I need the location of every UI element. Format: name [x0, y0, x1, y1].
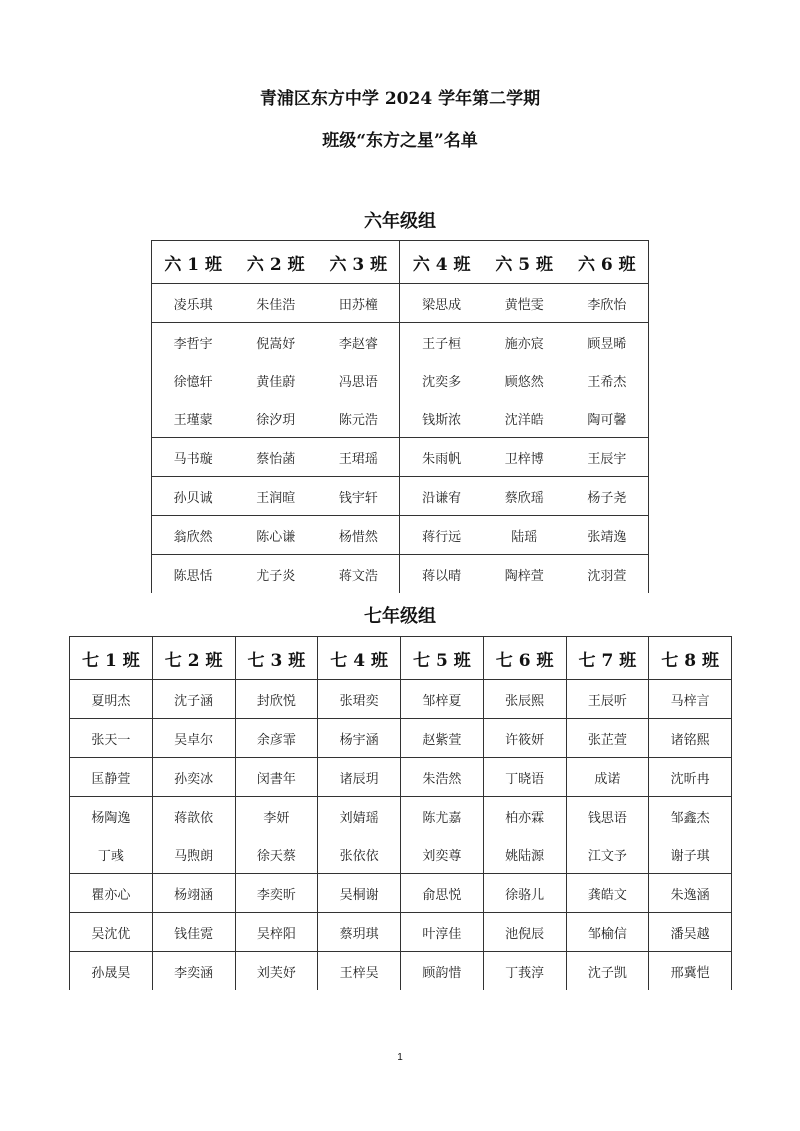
student-name-cell: 姚陆源 — [483, 835, 566, 874]
student-name-cell: 顾昱晞 — [566, 323, 649, 362]
student-name-cell: 黄恺雯 — [483, 284, 566, 323]
student-name-cell: 陈尤嘉 — [401, 797, 484, 836]
grade7-class-header: 七 8 班 — [649, 637, 732, 680]
student-name-cell: 张芷萱 — [566, 719, 649, 758]
grade6-class-header: 六 3 班 — [317, 241, 400, 284]
student-name-cell: 张靖逸 — [566, 516, 649, 555]
student-name-cell: 瞿亦心 — [70, 874, 153, 913]
student-name-cell: 田苏橦 — [317, 284, 400, 323]
student-name-cell: 顾悠然 — [504, 374, 544, 390]
student-name-cell: 夏明杰 — [70, 680, 153, 719]
student-name-cell: 沈洋皓 — [483, 399, 566, 438]
table-row — [152, 284, 649, 323]
student-name-cell: 张天一 — [70, 719, 153, 758]
student-name-cell: 沈羽萱 — [566, 555, 649, 594]
student-name-cell: 李妍 — [235, 797, 318, 836]
table-row — [70, 797, 732, 836]
student-name-cell: 杨子尧 — [566, 477, 649, 516]
student-name-cell: 王润暄 — [234, 477, 317, 516]
table-row — [152, 516, 649, 555]
student-name-cell: 吴桐谢 — [318, 874, 401, 913]
student-name-cell: 邹榆信 — [566, 913, 649, 952]
student-name-cell: 王子桓 — [400, 323, 483, 362]
student-name-cell: 陈心谦 — [234, 516, 317, 555]
student-name-cell: 李哲宇 — [152, 323, 235, 362]
student-name-cell: 尤子炎 — [256, 568, 296, 584]
grade6-table — [151, 240, 649, 593]
page-number: 1 — [397, 1052, 403, 1063]
student-name-cell: 顾韵惜 — [401, 952, 484, 991]
student-name-cell: 张依依 — [318, 835, 401, 874]
table-row — [152, 438, 649, 477]
student-name-cell: 张辰熙 — [483, 680, 566, 719]
student-name-cell: 王希杰 — [566, 361, 649, 399]
grade7-heading: 七年级组 — [364, 606, 436, 627]
student-name-cell: 马梓言 — [649, 680, 732, 719]
student-name-cell: 杨陶逸 — [70, 797, 153, 836]
student-name-cell: 杨惜然 — [317, 516, 400, 555]
student-name-cell: 朱逸涵 — [649, 874, 732, 913]
student-name-cell: 蒋以晴 — [400, 555, 483, 594]
table-row — [152, 477, 649, 516]
student-name-cell: 朱浩然 — [401, 758, 484, 797]
student-name-cell: 成诺 — [566, 758, 649, 797]
grade7-class-header: 七 5 班 — [401, 637, 484, 680]
student-name-cell: 翁欣然 — [152, 516, 235, 555]
student-name-cell: 诸辰玥 — [318, 758, 401, 797]
grade7-class-header: 七 4 班 — [318, 637, 401, 680]
student-name-cell: 余彦霏 — [235, 719, 318, 758]
grade6-header-row — [152, 241, 649, 284]
student-name-cell: 陶可馨 — [566, 399, 649, 438]
table-row — [70, 835, 732, 874]
student-name-cell: 冯思语 — [338, 374, 378, 390]
student-name-cell: 李奕涵 — [152, 952, 235, 991]
student-name-cell: 叶淳佳 — [401, 913, 484, 952]
student-name-cell: 陈元浩 — [317, 399, 400, 438]
student-name-cell: 封欣悦 — [235, 680, 318, 719]
document-subtitle: 班级“东方之星”名单 — [322, 131, 478, 151]
student-name-cell: 李奕昕 — [235, 874, 318, 913]
student-name-cell: 李欣怡 — [566, 284, 649, 323]
student-name-cell: 柏亦霖 — [483, 797, 566, 836]
student-name-cell: 徐憶轩 — [152, 361, 235, 399]
student-name-cell: 孙贝诚 — [152, 477, 235, 516]
student-name-cell: 俞思悦 — [401, 874, 484, 913]
table-row — [152, 399, 649, 438]
student-name-cell: 施亦宸 — [504, 336, 544, 352]
student-name-cell: 潘吴越 — [649, 913, 732, 952]
student-name-cell: 蔡欣瑶 — [483, 477, 566, 516]
table-row — [70, 758, 732, 797]
student-name-cell: 孙晟昊 — [70, 952, 153, 991]
grade6-class-header: 六 5 班 — [483, 241, 566, 284]
student-name-cell: 蔡玥琪 — [318, 913, 401, 952]
student-name-cell: 闵書年 — [235, 758, 318, 797]
student-name-cell: 杨翊涵 — [152, 874, 235, 913]
student-name-cell: 刘婧瑶 — [318, 797, 401, 836]
grade7-class-header: 七 3 班 — [235, 637, 318, 680]
student-name-cell: 陈思恬 — [152, 555, 235, 594]
grade6-class-header: 六 4 班 — [400, 241, 483, 284]
student-name-cell: 张珺奕 — [318, 680, 401, 719]
grade7-class-header: 七 7 班 — [566, 637, 649, 680]
student-name-cell: 沈奕多 — [400, 361, 483, 399]
student-name-cell: 钱佳霓 — [152, 913, 235, 952]
student-name-cell: 蔡怡菡 — [234, 438, 317, 477]
student-name-cell: 徐汐玥 — [234, 399, 317, 438]
student-name-cell: 龚皓文 — [566, 874, 649, 913]
student-name-cell: 赵紫萱 — [401, 719, 484, 758]
student-name-cell: 丁彧 — [70, 835, 153, 874]
student-name-cell: 诸铭熙 — [649, 719, 732, 758]
student-name-cell: 蒋文浩 — [338, 568, 378, 584]
table-row — [152, 555, 649, 594]
student-name-cell: 钱思语 — [566, 797, 649, 836]
table-row — [152, 323, 649, 362]
student-name-cell: 王梓吴 — [318, 952, 401, 991]
grade6-heading: 六年级组 — [364, 211, 436, 232]
document-title: 青浦区东方中学 2024 学年第二学期 — [259, 89, 541, 109]
student-name-cell: 丁晓语 — [483, 758, 566, 797]
student-name-cell: 邹鑫杰 — [649, 797, 732, 836]
grade6-class-header: 六 1 班 — [152, 241, 235, 284]
student-name-cell: 沈昕冉 — [649, 758, 732, 797]
student-name-cell: 吴卓尔 — [152, 719, 235, 758]
student-name-cell: 钱斯浓 — [400, 399, 483, 438]
student-name-cell: 吴梓阳 — [235, 913, 318, 952]
student-name-cell: 钱宇轩 — [317, 477, 400, 516]
student-name-cell: 倪嵩妤 — [256, 336, 296, 352]
student-name-cell: 沈子凯 — [566, 952, 649, 991]
student-name-cell: 刘芙妤 — [235, 952, 318, 991]
student-name-cell: 王瑾蒙 — [152, 399, 235, 438]
student-name-cell: 刘奕尊 — [401, 835, 484, 874]
student-name-cell: 马煦朗 — [152, 835, 235, 874]
student-name-cell: 蒋行远 — [400, 516, 483, 555]
grade7-class-header: 七 6 班 — [483, 637, 566, 680]
student-name-cell: 朱雨帆 — [400, 438, 483, 477]
grade6-class-header: 六 6 班 — [566, 241, 649, 284]
grade7-class-header: 七 1 班 — [70, 637, 153, 680]
grade7-table — [69, 636, 732, 990]
student-name-cell: 孙奕冰 — [152, 758, 235, 797]
student-name-cell: 卫梓博 — [483, 438, 566, 477]
student-name-cell: 沈子涵 — [152, 680, 235, 719]
student-name-cell: 吴沈优 — [70, 913, 153, 952]
student-name-cell: 谢子琪 — [649, 835, 732, 874]
student-name-cell: 杨宇涵 — [318, 719, 401, 758]
student-name-cell: 匡静萱 — [70, 758, 153, 797]
table-row — [70, 913, 732, 952]
table-row — [70, 719, 732, 758]
student-name-cell: 蒋歆依 — [152, 797, 235, 836]
student-name-cell: 邢冀恺 — [649, 952, 732, 991]
table-row — [152, 361, 649, 399]
student-name-cell: 陆瑶 — [483, 516, 566, 555]
student-name-cell: 江文予 — [566, 835, 649, 874]
grade6-class-header: 六 2 班 — [234, 241, 317, 284]
student-name-cell: 王辰宇 — [566, 438, 649, 477]
student-name-cell: 徐骆儿 — [483, 874, 566, 913]
student-name-cell: 徐天蔡 — [235, 835, 318, 874]
student-name-cell: 邹梓夏 — [401, 680, 484, 719]
student-name-cell: 朱佳浩 — [234, 284, 317, 323]
student-name-cell: 王珺瑶 — [317, 438, 400, 477]
student-name-cell: 黄佳蔚 — [256, 374, 296, 390]
student-name-cell: 凌乐琪 — [152, 284, 235, 323]
student-name-cell: 马书璇 — [152, 438, 235, 477]
student-name-cell: 王辰听 — [566, 680, 649, 719]
table-row — [70, 952, 732, 991]
student-name-cell: 李赵睿 — [338, 336, 378, 352]
table-row — [70, 680, 732, 719]
grade7-class-header: 七 2 班 — [152, 637, 235, 680]
student-name-cell: 沿谦宥 — [400, 477, 483, 516]
grade7-header-row — [70, 637, 732, 680]
student-name-cell: 池倪辰 — [483, 913, 566, 952]
student-name-cell: 梁思成 — [400, 284, 483, 323]
student-name-cell: 陶梓萱 — [504, 568, 544, 584]
student-name-cell: 许筱妍 — [483, 719, 566, 758]
table-row — [70, 874, 732, 913]
student-name-cell: 丁莪淳 — [483, 952, 566, 991]
